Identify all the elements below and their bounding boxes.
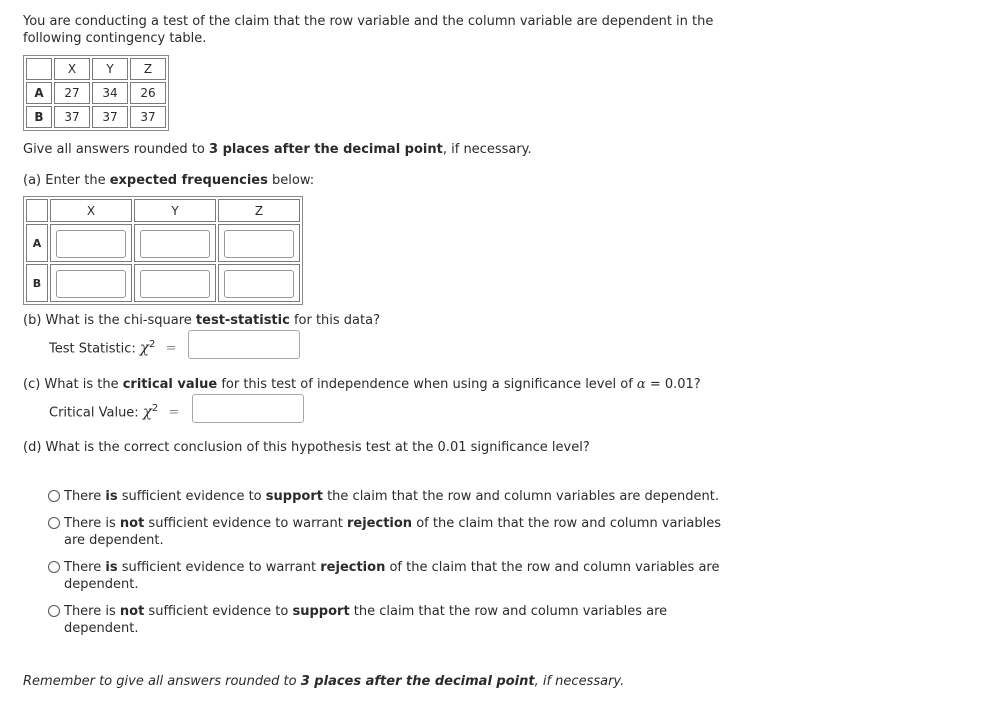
- critical-value-text: Critical Value:: [49, 405, 143, 421]
- table-cell: 34: [92, 82, 128, 104]
- alpha-symbol: α: [636, 377, 646, 392]
- option-4-label[interactable]: There is not sufficient evidence to support the claim that the row and column variables are dependent.: [64, 604, 668, 636]
- column-header: X: [54, 58, 90, 80]
- critical-value-input[interactable]: [192, 394, 304, 423]
- reminder-post: , if necessary.: [534, 674, 625, 689]
- option-3-radio[interactable]: [48, 561, 60, 573]
- option-2-label[interactable]: There is not sufficient evidence to warrant rejection of the claim that the row and column variables are dependent.: [64, 516, 722, 548]
- expected-a-y-input[interactable]: [140, 230, 210, 258]
- column-header: Y: [92, 58, 128, 80]
- expected-a-z-input[interactable]: [224, 230, 294, 258]
- part-c-question: [23, 377, 701, 392]
- part-b-post: for this data?: [289, 313, 380, 328]
- table-cell: 37: [130, 106, 166, 128]
- part-c-mid: for this test of independence when using a significance level of: [217, 377, 637, 392]
- table-cell: [50, 224, 132, 262]
- test-statistic-input[interactable]: [188, 330, 300, 359]
- table-row: [26, 106, 166, 128]
- reminder-text: [23, 674, 624, 689]
- part-a-question: [23, 173, 314, 188]
- option-3-label[interactable]: There is sufficient evidence to warrant rejection of the claim that the row and column variables are dependent.: [64, 560, 720, 592]
- part-c-bold: critical value: [122, 377, 218, 392]
- option-4-radio[interactable]: [48, 605, 60, 617]
- part-a-pre: (a) Enter the: [23, 173, 110, 188]
- corner-cell: [26, 199, 48, 222]
- table-cell: [218, 224, 300, 262]
- rounding-pre: Give all answers rounded to: [23, 142, 209, 157]
- intro-text: You are conducting a test of the claim that the row variable and the column variable are dependent in the following contingency table.: [23, 14, 714, 46]
- equals-sign: =: [165, 341, 177, 357]
- row-header: A: [26, 224, 48, 262]
- expected-b-x-input[interactable]: [56, 270, 126, 298]
- equals-sign: =: [168, 405, 180, 421]
- expected-b-y-input[interactable]: [140, 270, 210, 298]
- part-b-bold: test-statistic: [195, 313, 290, 328]
- table-row: [26, 264, 300, 302]
- part-a-post: below:: [267, 173, 315, 188]
- part-d-question: (d) What is the correct conclusion of this hypothesis test at the 0.01 significance level?: [23, 440, 590, 455]
- table-row: [26, 199, 300, 222]
- chi-symbol: χ: [139, 338, 149, 357]
- part-b-pre: (b) What is the chi-square: [23, 313, 196, 328]
- row-header: B: [26, 106, 52, 128]
- option-1-label[interactable]: There is sufficient evidence to support the claim that the row and column variables are dependent.: [64, 489, 720, 504]
- reminder-bold: 3 places after the decimal point: [300, 674, 535, 689]
- column-header: Z: [130, 58, 166, 80]
- column-header: X: [50, 199, 132, 222]
- row-header: A: [26, 82, 52, 104]
- table-cell: [50, 264, 132, 302]
- chi-symbol: χ: [142, 402, 152, 421]
- table-cell: 37: [92, 106, 128, 128]
- exponent: 2: [149, 339, 156, 350]
- exponent: 2: [151, 403, 159, 414]
- reminder-pre: Remember to give all answers rounded to: [23, 674, 301, 689]
- table-row: [26, 82, 166, 104]
- table-cell: [218, 264, 300, 302]
- test-statistic-text: Test Statistic:: [49, 341, 140, 357]
- table-row: [26, 58, 166, 80]
- rounding-instruction: [23, 142, 532, 157]
- corner-cell: [26, 58, 52, 80]
- part-a-bold: expected frequencies: [109, 173, 268, 188]
- table-cell: [134, 264, 216, 302]
- column-header: Z: [218, 199, 300, 222]
- part-c-pre: (c) What is the: [23, 377, 123, 392]
- option-2-radio[interactable]: [48, 517, 60, 529]
- expected-a-x-input[interactable]: [56, 230, 126, 258]
- expected-b-z-input[interactable]: [224, 270, 294, 298]
- part-b-question: [23, 313, 380, 328]
- table-row: [26, 224, 300, 262]
- rounding-bold: 3 places after the decimal point: [209, 142, 443, 157]
- table-cell: 26: [130, 82, 166, 104]
- observed-table: [23, 55, 169, 131]
- test-statistic-label: [49, 336, 176, 358]
- row-header: B: [26, 264, 48, 302]
- critical-value-label: [49, 400, 179, 422]
- table-cell: 27: [54, 82, 90, 104]
- table-cell: 37: [54, 106, 90, 128]
- option-1-radio[interactable]: [48, 490, 60, 502]
- expected-table: [23, 196, 303, 305]
- part-c-post: = 0.01?: [645, 377, 701, 392]
- column-header: Y: [134, 199, 216, 222]
- rounding-post: , if necessary.: [442, 142, 532, 157]
- table-cell: [134, 224, 216, 262]
